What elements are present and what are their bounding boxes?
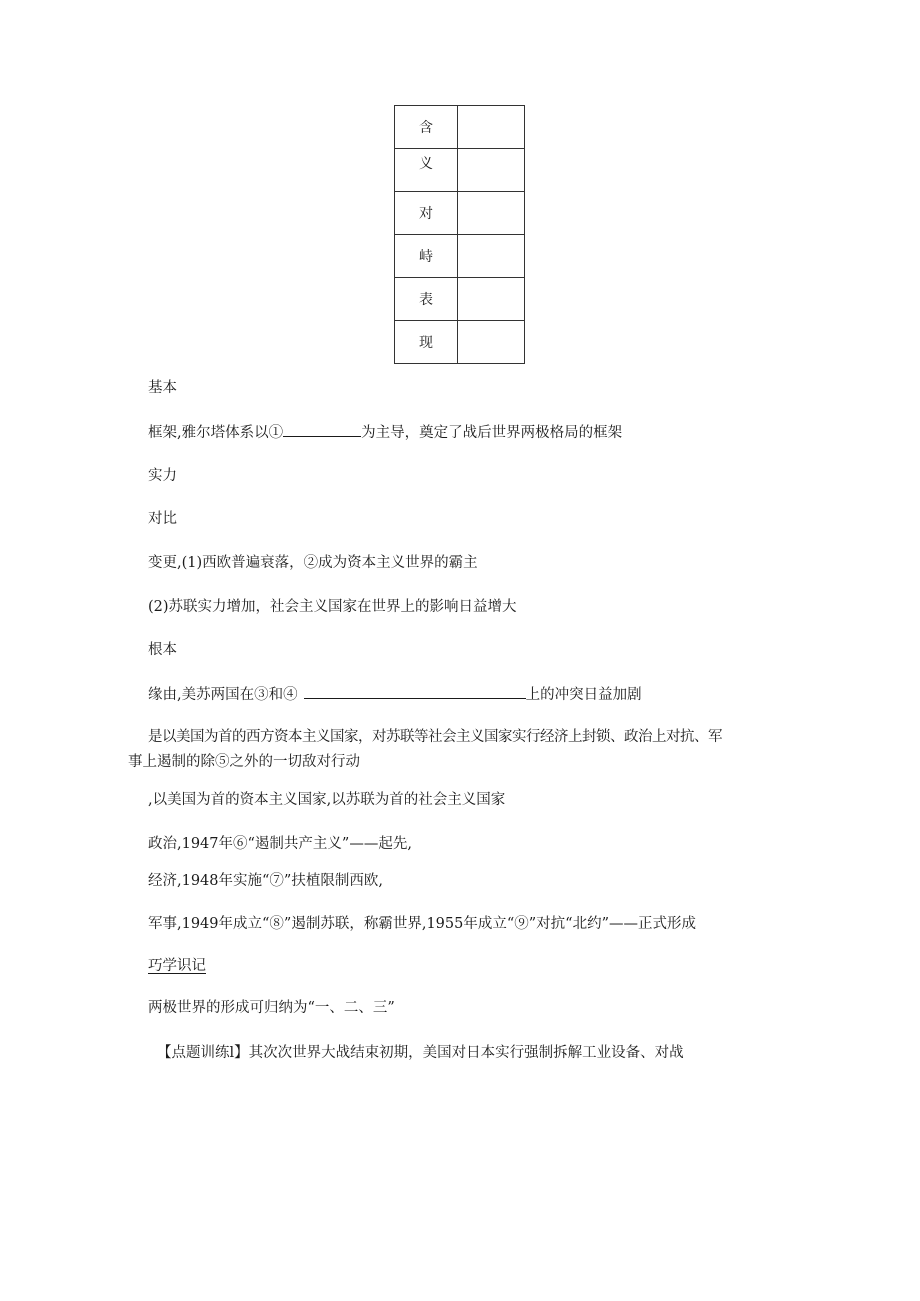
text-line-change: 变更,(1)西欧普遍衰落，②成为资本主义世界的霸主 xyxy=(148,555,478,571)
text-fragment: 上的冲突日益加剧 xyxy=(525,687,642,703)
table-cell-blank xyxy=(458,149,525,192)
table-cell-label: 含 xyxy=(395,106,458,149)
text-line-summary: 两极世界的形成可归纳为“一、二、三” xyxy=(148,1000,395,1016)
text-paragraph-cold-war xyxy=(128,725,800,775)
table-cell-label: 现 xyxy=(395,321,458,364)
text-line-soviet: (2)苏联实力增加，社会主义国家在世界上的影响日益增大 xyxy=(148,599,517,615)
table-cell-label: 对 xyxy=(395,192,458,235)
text-line-military: 军事,1949年成立“⑧”遏制苏联，称霸世界,1955年成立“⑨”对抗“北约”——正式形成 xyxy=(148,916,696,932)
text-fragment: 为主导，奠定了战后世界两极格局的框架 xyxy=(361,425,623,441)
text-line-root: 根本 xyxy=(148,642,177,658)
text-line-contrast: 对比 xyxy=(148,511,177,527)
text-line-politics: 政治,1947年⑥“遏制共产主义”——起先, xyxy=(148,836,412,852)
table-cell-blank xyxy=(458,106,525,149)
text-fragment: 框架,雅尔塔体系以① xyxy=(148,425,284,441)
text-fragment: 缘由,美苏两国在③和④ xyxy=(148,687,298,703)
table-cell-label: 峙 xyxy=(395,235,458,278)
text-line-cause xyxy=(148,684,642,705)
text-line-exercise: 【点题训练l】其次次世界大战结束初期，美国对日本实行强制拆解工业设备、对战 xyxy=(157,1045,684,1061)
text-line-economy: 经济,1948年实施“⑦”扶植限制西欧, xyxy=(148,873,383,889)
table-cell-label: 义 xyxy=(395,149,458,192)
text-line-strength: 实力 xyxy=(148,468,177,484)
fill-blank-1 xyxy=(283,422,361,437)
fill-blank-2 xyxy=(304,684,526,699)
table-cell-blank xyxy=(458,278,525,321)
text-line-basic: 基本 xyxy=(148,380,177,396)
section-heading-mnemonic: 巧学识记 xyxy=(148,958,206,974)
table-cell-label: 表 xyxy=(395,278,458,321)
table-cell-blank xyxy=(458,321,525,364)
text-line-framework xyxy=(148,422,622,443)
content-table xyxy=(394,105,525,364)
text-line: 是以美国为首的西方资本主义国家，对苏联等社会主义国家实行经济上封锁、政治上对抗、军 xyxy=(148,729,722,745)
table-cell-blank xyxy=(458,235,525,278)
text-line-blocs: ,以美国为首的资本主义国家,以苏联为首的社会主义国家 xyxy=(148,792,506,808)
table-cell-blank xyxy=(458,192,525,235)
text-line: 事上遏制的除⑤之外的一切敌对行动 xyxy=(128,754,360,770)
